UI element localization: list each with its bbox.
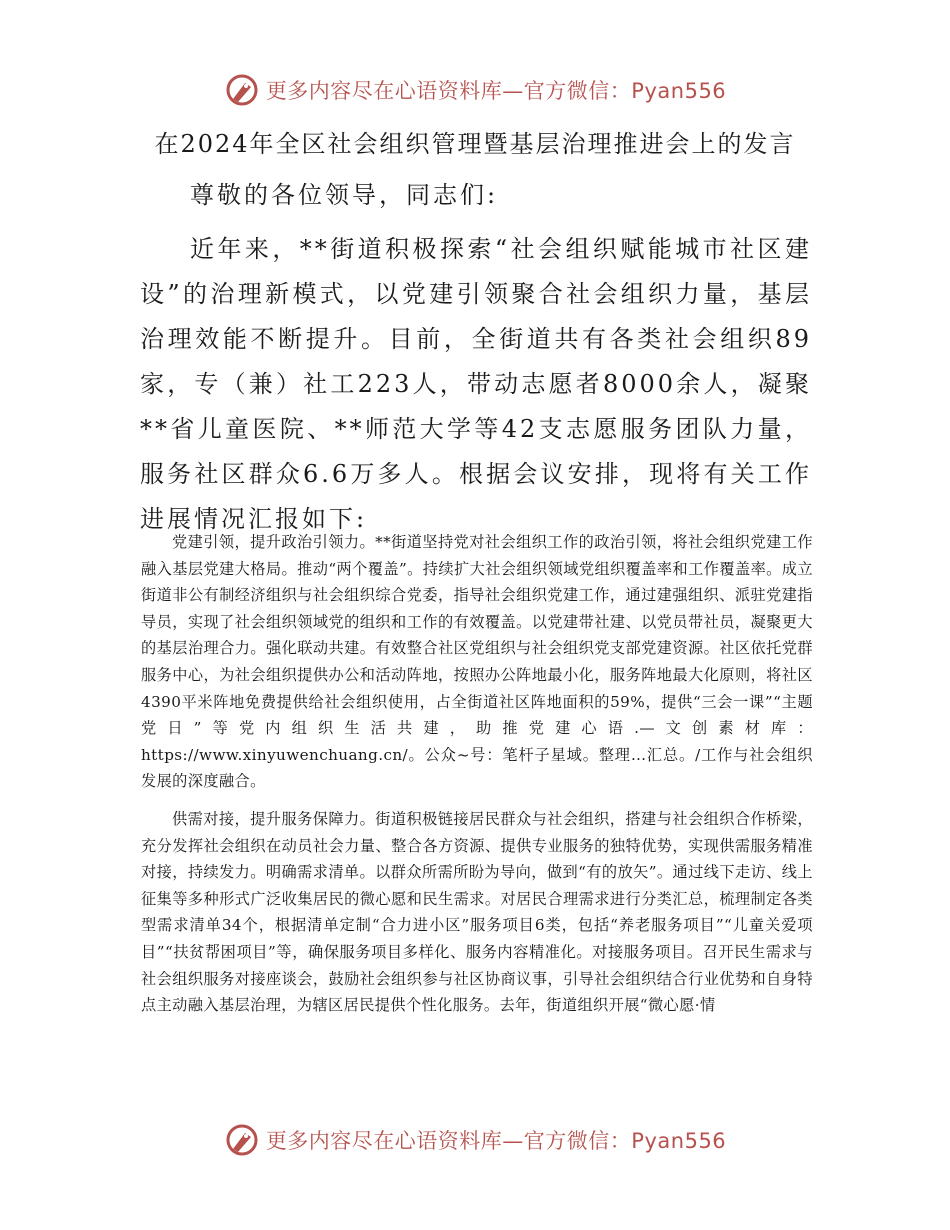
header-watermark <box>0 70 950 110</box>
body-paragraph-party-leadership: 党建引领，提升政治引领力。**街道坚持党对社会组织工作的政治引领，将社会组织党建工作融入基层党建大格局。推动“两个覆盖”。持续扩大社会组织领域党组织覆盖率和工作覆盖率。成立街道非公有制经济组织与社会组织综合党委，指导社会组织党建工作，通过建强组织、派驻党建指导员，实现了社会组织领域党的组织和工作的有效覆盖。以党建带社建、以党员带社员，凝聚更大的基层治理合力。强化联动共建。有效整合社区党组织与社会组织党支部党建资源。社区依托党群服务中心，为社会组织提供办公和活动阵地，按照办公阵地最小化，服务阵地最大化原则，将社区4390平米阵地免费提供给社会组织使用，占全街道社区阵地面积的59%，提供“三会一课”“主题党日”等党内组织生活共建，助推党建心语.—文创素材库：https://www.xinyuwenchuang.cn/。公众~号：笔杆子星域。整理…汇总。/工作与社会组织发展的深度融合。 <box>141 533 813 791</box>
greeting: 尊敬的各位领导，同志们: <box>190 181 499 209</box>
footer-watermark <box>0 1120 950 1160</box>
pen-nib-circle-icon <box>224 72 260 108</box>
pen-nib-circle-icon <box>224 1122 260 1158</box>
watermark-text: 更多内容尽在心语资料库—官方微信：Pyan556 <box>265 79 727 103</box>
watermark-text: 更多内容尽在心语资料库—官方微信：Pyan556 <box>265 1129 727 1153</box>
intro-paragraph: 近年来，**街道积极探索“社会组织赋能城市社区建设”的治理新模式，以党建引领聚合社会组织力量，基层治理效能不断提升。目前，全街道共有各类社会组织89家，专（兼）社工223人，带动志愿者8000余人，凝聚**省儿童医院、**师范大学等42支志愿服务团队力量，服务社区群众6.6万多人。根据会议安排，现将有关工作进展情况汇报如下: <box>140 235 812 533</box>
body-paragraph-supply-demand: 供需对接，提升服务保障力。街道积极链接居民群众与社会组织，搭建与社会组织合作桥梁，充分发挥社会组织在动员社会力量、整合各方资源、提供专业服务的独特优势，实现供需服务精准对接，持续发力。明确需求清单。以群众所需所盼为导向，做到“有的放矢”。通过线下走访、线上征集等多种形式广泛收集居民的微心愿和民生需求。对居民合理需求进行分类汇总，梳理制定各类型需求清单34个，根据清单定制“合力进小区”服务项目6类，包括“养老服务项目”“儿童关爱项目”“扶贫帮困项目”等，确保服务项目多样化、服务内容精准化。对接服务项目。召开民生需求与社会组织服务对接座谈会，鼓励社会组织参与社区协商议事，引导社会组织结合行业优势和自身特点主动融入基层治理，为辖区居民提供个性化服务。去年，街道组织开展“微心愿·情 <box>141 810 813 1015</box>
document-title: 在2024年全区社会组织管理暨基层治理推进会上的发言 <box>154 130 796 158</box>
